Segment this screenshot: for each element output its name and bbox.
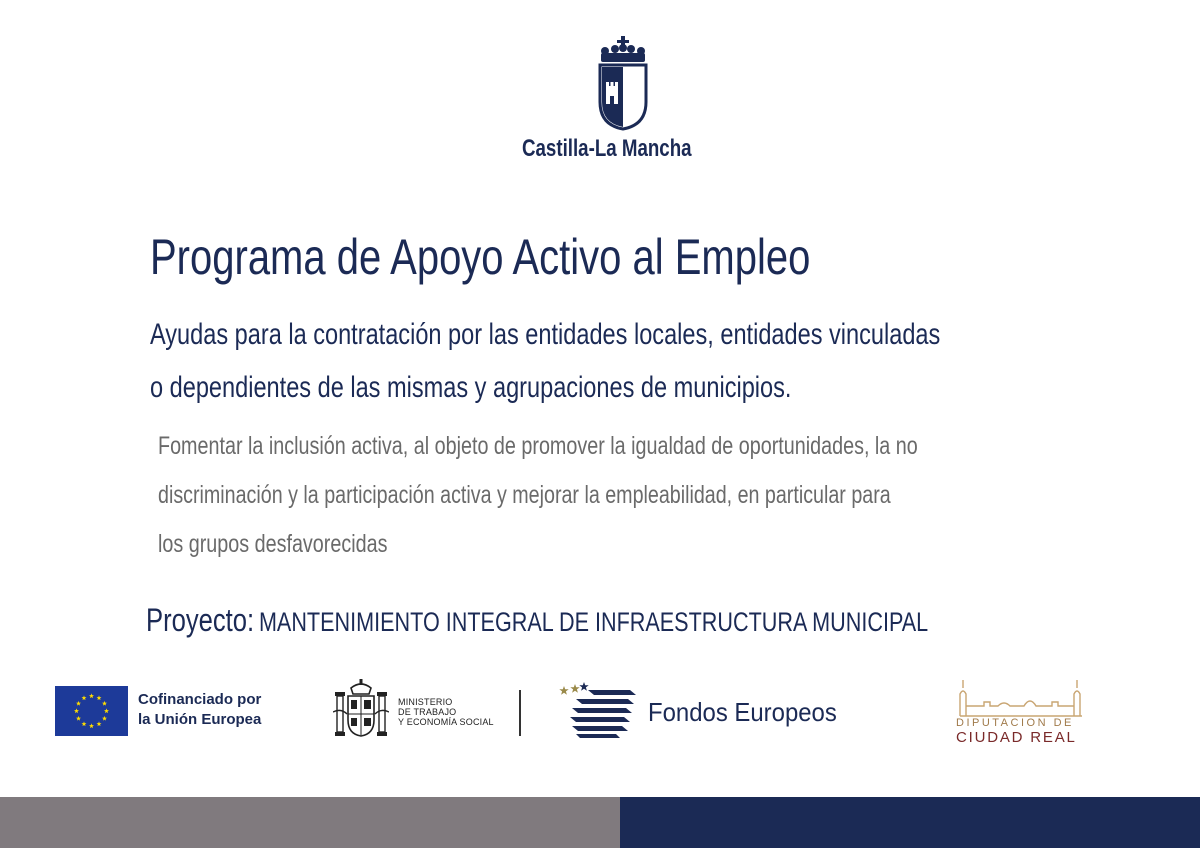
ministry-text-line: Y ECONOMÍA SOCIAL xyxy=(398,717,494,727)
spain-coat-of-arms-icon xyxy=(333,678,389,740)
eu-cofinancing-text xyxy=(138,690,261,730)
ministry-text-line: DE TRABAJO xyxy=(398,707,457,717)
eu-text-line: Cofinanciado por xyxy=(138,691,262,708)
divider xyxy=(519,690,521,736)
diputacion-text-line: CIUDAD REAL xyxy=(956,729,1077,746)
castilla-la-mancha-crest-icon xyxy=(597,36,649,132)
description-line: discriminación y la participación activa y mejorar la empleabilidad, en particular para xyxy=(158,481,891,509)
subtitle-line: o dependientes de las mismas y agrupaciones de municipios. xyxy=(150,371,792,404)
eu-flag-icon xyxy=(55,686,128,736)
fondos-europeos-icon xyxy=(556,680,638,738)
project-row xyxy=(146,602,928,639)
project-label: Proyecto: xyxy=(146,602,255,638)
footer-bar-navy xyxy=(620,797,1200,848)
description-line: los grupos desfavorecidas xyxy=(158,530,388,558)
ministry-text xyxy=(398,697,494,727)
footer-bar-grey xyxy=(0,797,620,848)
subtitle-line: Ayudas para la contratación por las entidades locales, entidades vinculadas xyxy=(150,318,941,351)
eu-text-line: la Unión Europea xyxy=(138,711,262,728)
page-title: Programa de Apoyo Activo al Empleo xyxy=(150,229,811,285)
ministry-text-line: MINISTERIO xyxy=(398,697,453,707)
diputacion-text-line: DIPUTACION DE xyxy=(956,717,1074,729)
fondos-europeos-text: Fondos Europeos xyxy=(648,697,837,727)
region-name: Castilla-La Mancha xyxy=(522,135,692,162)
project-name: MANTENIMIENTO INTEGRAL DE INFRAESTRUCTURA MUNICIPAL xyxy=(258,607,929,637)
diputacion-skyline-icon xyxy=(954,676,1088,722)
description-line: Fomentar la inclusión activa, al objeto de promover la igualdad de oportunidades, la no xyxy=(158,432,918,460)
